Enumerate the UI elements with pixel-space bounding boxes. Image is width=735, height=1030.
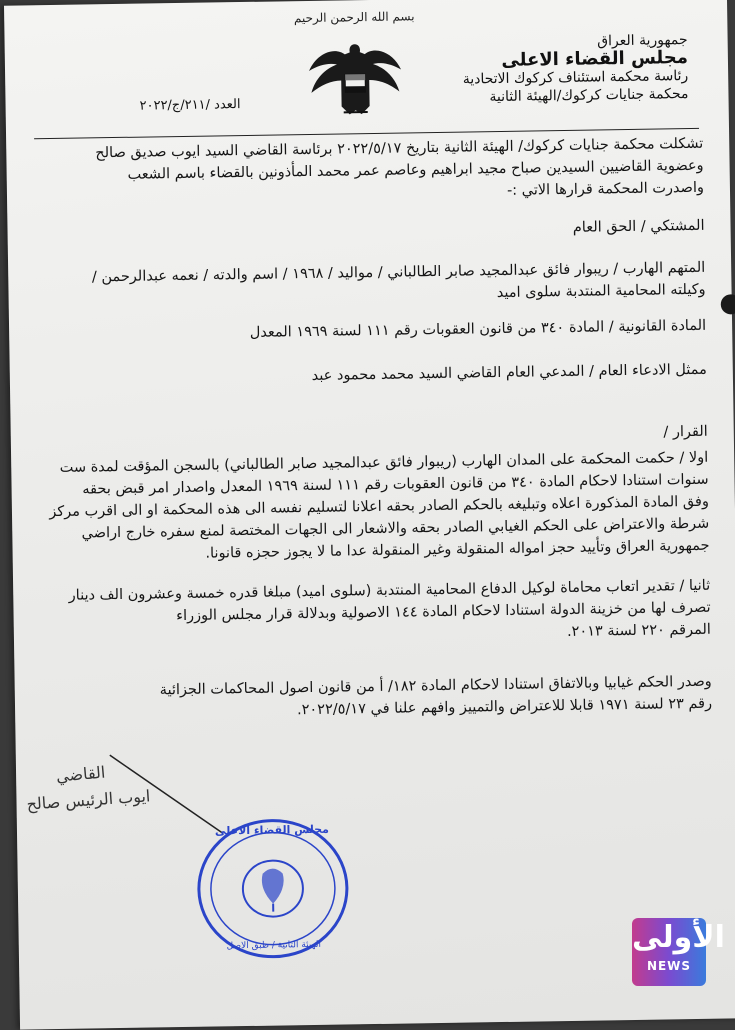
text-line: وصدر الحكم غيابيا وبالاتفاق استنادا لاحكام المادة ١٨٢/ أ من قانون اصول المحاكمات الجزائية [159,673,712,699]
text-line: وفق المادة المذكورة اعلاه وتبليغه بالحكم الصادر بحقه اعلانا لتسليم نفسه الى هذه المحكمة او الى اقرب مركز [49,493,710,521]
text-line: المشتكي / الحق العام [572,217,705,236]
case-number: العدد /٢١١/ج/٢٠٢٢ [139,97,241,114]
plaintiff-line [44,215,704,247]
signature-title: القاضي [55,762,107,786]
text-line: ثانيا / تقدير اتعاب محاماة لوكيل الدفاع المحامية المنتدبة (سلوى اميد) مبلغا قدره خمسة وعشرون الف دينار [68,577,711,604]
logo-news: NEWS [646,959,692,973]
court-formation [43,133,704,209]
logo-mark: الأولى [632,920,725,955]
text-line: شرطة والاعتراض على الحكم الغيابي الصادر بحقه والاشعار الى الجهات المختصة لمنع سفره خارج اراضي [81,515,710,542]
text-line: وعضوية القاضيين السيدين صباح مجيد ابراهيم وعاصم عمر محمد المأذونين بالقضاء باسم الشعب [127,157,704,183]
text-line: سنوات استنادا لاحكام المادة ٣٤٠ من قانون العقوبات رقم ١١١ لسنة ١٩٦٩ المعدل واصدار امر قبض بحقه [82,471,709,498]
signature-name: ايوب الرئيس صالح [25,786,151,814]
decision-second [50,575,711,651]
text-line: المادة القانونية / المادة ٣٤٠ من قانون العقوبات رقم ١١١ لسنة ١٩٦٩ المعدل [249,317,707,341]
text-line: القرار / [663,423,708,441]
republic-label: جمهورية العراق [597,32,688,50]
presidency-label: رئاسة محكمة استئناف كركوك الاتحادية [462,68,689,88]
letterhead [398,31,689,108]
seal-text: مجلس القضاء الاعلى [214,822,330,838]
text-line: وكيلته المحامية المنتدبة سلوى اميد [496,281,706,302]
text-line: جمهورية العراق وتأييد حجز امواله المنقولة وغير المنقولة عدا ما لا يجوز حجزه قانونا. [205,537,710,562]
bismillah: بسم الله الرحمن الرحيم [293,9,415,26]
court-label: محكمة جنايات كركوك/الهيئة الثانية [489,86,689,106]
text-line: رقم ٢٣ لسنة ١٩٧١ قابلا للاعتراض والتمييز وافهم علنا في ٢٠٢٢/٥/١٧. [296,695,713,719]
iraq-eagle-emblem [305,39,406,121]
verdict-final [52,671,713,725]
punch-hole [721,294,735,314]
text-line: تصرف لها من خزينة الدولة استنادا لاحكام المادة ١٤٤ الاصولية وبدلالة قرار مجلس الوزراء [176,599,711,625]
text-line: واصدرت المحكمة قرارها الاتي :- [506,179,705,199]
text-line: ممثل الادعاء العام / المدعي العام القاضي السيد محمد محمود عبد [311,361,707,384]
decision-first [48,447,710,567]
text-line: تشكلت محكمة جنايات كركوك/ الهيئة الثانية بتاريخ ٢٠٢٢/٥/١٧ برئاسة القاضي السيد ايوب صديق صالح [95,135,704,162]
text-line: اولا / حكمت المحكمة على المدان الهارب (ريبوار فائق عبدالمجيد صابر الطالباني) بالسجن المؤقت لمدة ست [59,449,709,476]
text-line: المرقم ٢٢٠ لسنة ٢٠١٣. [566,621,712,640]
prosecution-line [47,359,707,391]
accused-block [45,257,706,311]
council-label: مجلس القضاء الاعلى [501,47,689,71]
legal-article [46,315,706,347]
news-logo [632,918,725,986]
seal-subtext: الهيئة الثانية / طبق الاصل [226,939,322,952]
document-page [4,0,735,1030]
text-line: المتهم الهارب / ريبوار فائق عبدالمجيد صابر الطالباني / مواليد / ١٩٦٨ / اسم والدته / نعمه عبدالرحمن / [91,259,706,286]
court-seal [192,812,354,964]
